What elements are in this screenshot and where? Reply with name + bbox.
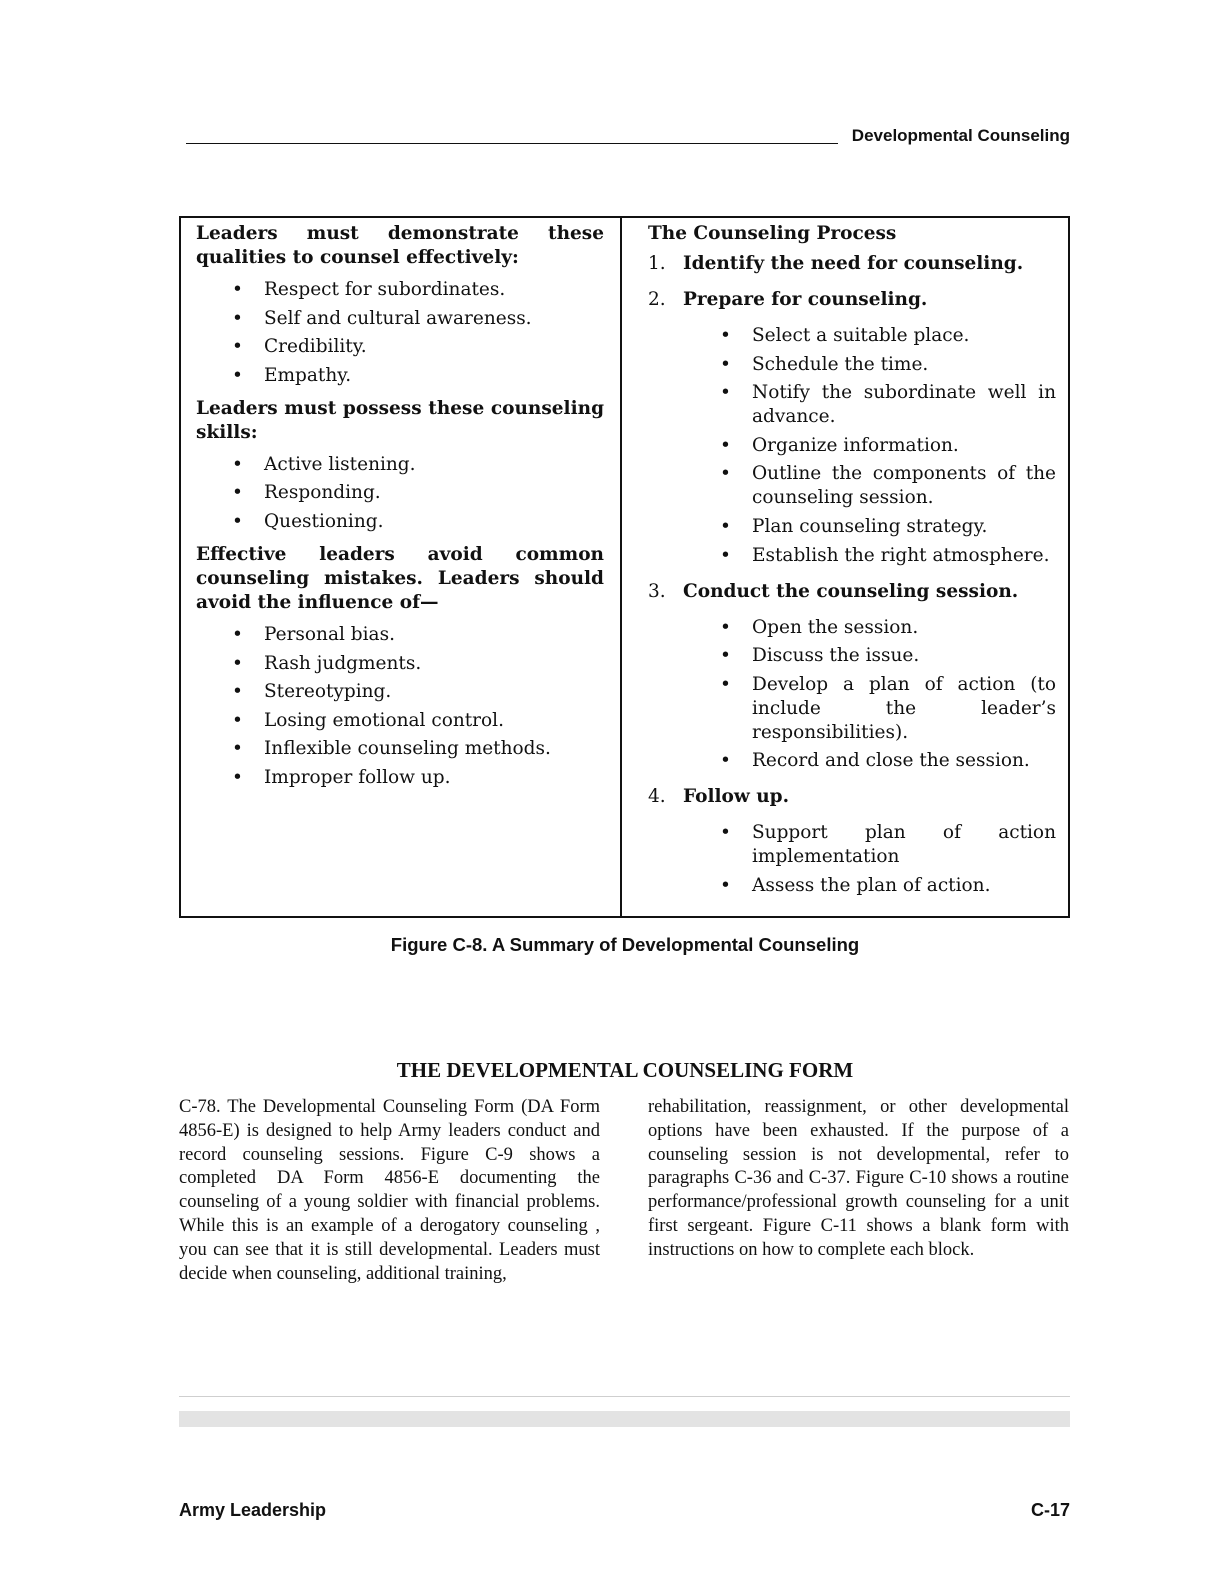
figure-box xyxy=(179,216,1070,918)
section-title: THE DEVELOPMENTAL COUNSELING FORM xyxy=(396,1058,854,1082)
footer-left-title: Army Leadership xyxy=(179,1500,327,1520)
step-label: Conduct the counseling session. xyxy=(683,580,1019,602)
bullet-icon: • xyxy=(232,738,243,760)
bullet-icon: • xyxy=(232,709,243,731)
list-item-text: Credibility. xyxy=(264,336,367,358)
step-number: 3. xyxy=(648,580,666,602)
bullet-icon: • xyxy=(720,382,731,404)
step-number: 2. xyxy=(648,289,666,310)
list-item-text: Questioning. xyxy=(264,510,384,532)
bullet-icon: • xyxy=(232,510,243,532)
page-number: C-17 xyxy=(1030,1500,1070,1520)
bullet-icon: • xyxy=(232,482,243,504)
list-item xyxy=(232,364,604,388)
skills-heading: Leaders must possess these counseling skills: xyxy=(196,397,604,443)
list-item xyxy=(232,510,604,534)
list-item-text: Losing emotional control. xyxy=(264,709,504,731)
list-item xyxy=(720,874,1056,898)
list-item xyxy=(720,644,1056,668)
bullet-icon: • xyxy=(720,353,731,375)
bullet-icon: • xyxy=(232,364,243,386)
list-item-text: Inflexible counseling methods. xyxy=(264,738,551,760)
list-item xyxy=(232,766,604,790)
bullet-icon: • xyxy=(232,336,243,358)
step-number: 4. xyxy=(648,786,666,808)
list-item xyxy=(232,680,604,704)
skills-list xyxy=(196,453,604,534)
process-step xyxy=(648,252,1056,276)
list-item xyxy=(720,462,1056,510)
bullet-icon: • xyxy=(232,681,243,703)
mistakes-heading: Effective leaders avoid common counseling mistakes. Leaders should avoid the influence of— xyxy=(196,543,604,613)
list-item-text: Active listening. xyxy=(264,453,416,475)
bullet-icon: • xyxy=(232,623,243,645)
list-item-text: Establish the right atmosphere. xyxy=(752,544,1050,566)
bullet-icon: • xyxy=(232,307,243,329)
bullet-icon: • xyxy=(720,645,731,667)
list-item xyxy=(720,353,1056,377)
list-item xyxy=(232,481,604,505)
list-item xyxy=(720,673,1056,745)
list-item xyxy=(232,307,604,331)
list-item-text: Assess the plan of action. xyxy=(752,874,991,896)
list-item-text: Discuss the issue. xyxy=(752,645,920,667)
body-paragraph-right: rehabilitation, reassignment, or other developmental options have been exhausted. If the purpose of a counseling session is not developmental, refer to paragraphs C-36 and C-37. Figure C-10 shows a routine performance/professional growth counseling for a unit first sergeant. Figure C-11 shows a blank form with instructions on how to complete each block. xyxy=(648,1097,1069,1260)
bullet-icon: • xyxy=(232,453,243,475)
list-item-text: Personal bias. xyxy=(264,623,395,645)
list-item xyxy=(232,737,604,761)
bullet-icon: • xyxy=(720,515,731,537)
list-item-text: Record and close the session. xyxy=(752,750,1030,772)
bullet-icon: • xyxy=(720,544,731,566)
bullet-icon: • xyxy=(720,874,731,896)
list-item xyxy=(720,821,1056,869)
list-item-text: Rash judgments. xyxy=(264,652,422,674)
bullet-icon: • xyxy=(720,673,731,695)
header-title: Developmental Counseling xyxy=(851,126,1070,145)
list-item-text: Outline the components of the counseling session. xyxy=(752,463,1056,509)
list-item-text: Organize information. xyxy=(752,434,959,456)
list-item xyxy=(720,515,1056,539)
list-item-text: Empathy. xyxy=(264,364,352,386)
step-label: Follow up. xyxy=(683,786,790,808)
list-item-text: Select a suitable place. xyxy=(752,325,970,346)
list-item-text: Develop a plan of action (to include the leader’s responsibilities). xyxy=(752,673,1056,743)
bullet-icon: • xyxy=(720,822,731,844)
list-item xyxy=(720,544,1056,568)
step-sublist xyxy=(648,324,1056,568)
footer-bar xyxy=(179,1411,1070,1427)
bullet-icon: • xyxy=(232,766,243,788)
qualities-heading: Leaders must demonstrate these qualities to counsel effectively: xyxy=(196,223,604,268)
list-item xyxy=(232,709,604,733)
list-item-text: Open the session. xyxy=(752,616,919,638)
list-item-text: Support plan of action implementation xyxy=(752,822,1056,868)
step-number: 1. xyxy=(648,253,666,274)
process-steps xyxy=(648,252,1056,898)
list-item xyxy=(720,434,1056,458)
bullet-icon: • xyxy=(720,750,731,772)
list-item-text: Responding. xyxy=(264,482,381,504)
bullet-icon: • xyxy=(720,463,731,485)
header-rule xyxy=(186,143,838,144)
list-item-text: Self and cultural awareness. xyxy=(264,307,532,329)
process-step xyxy=(648,785,1056,809)
step-sublist xyxy=(648,821,1056,898)
step-sublist xyxy=(648,616,1056,774)
list-item xyxy=(232,652,604,676)
bullet-icon: • xyxy=(720,325,731,346)
bullet-icon: • xyxy=(232,279,243,300)
list-item xyxy=(720,381,1056,429)
bullet-icon: • xyxy=(720,616,731,638)
running-header xyxy=(186,124,1070,146)
list-item-text: Plan counseling strategy. xyxy=(752,515,988,537)
qualities-list xyxy=(196,278,604,388)
bullet-icon: • xyxy=(232,652,243,674)
list-item-text: Respect for subordinates. xyxy=(264,279,506,300)
figure-left-column xyxy=(181,218,622,916)
figure-right-column xyxy=(622,218,1068,916)
figure-caption: Figure C-8. A Summary of Developmental Counseling xyxy=(390,934,860,955)
list-item xyxy=(232,278,604,302)
list-item-text: Notify the subordinate well in advance. xyxy=(752,382,1056,428)
list-item xyxy=(720,616,1056,640)
list-item-text: Improper follow up. xyxy=(264,766,451,788)
list-item xyxy=(232,623,604,647)
step-label: Identify the need for counseling. xyxy=(683,253,1024,274)
footer-rule xyxy=(179,1396,1070,1397)
list-item-text: Schedule the time. xyxy=(752,353,929,375)
process-step xyxy=(648,288,1056,312)
step-label: Prepare for counseling. xyxy=(683,289,928,310)
list-item xyxy=(232,335,604,359)
list-item xyxy=(720,749,1056,773)
list-item xyxy=(720,324,1056,348)
process-step xyxy=(648,580,1056,604)
bullet-icon: • xyxy=(720,434,731,456)
mistakes-list xyxy=(196,623,604,790)
list-item xyxy=(232,453,604,477)
list-item-text: Stereotyping. xyxy=(264,681,392,703)
body-paragraph-left: C-78. The Developmental Counseling Form (DA Form 4856-E) is designed to help Army leaders conduct and record counseling sessions. Figure C-9 shows a completed DA Form 4856-E documenting the counseling of a young soldier with financial problems. While this is an example of a derogatory counseling , you can see that it is still developmental. Leaders must decide when counseling, additional training, xyxy=(179,1097,600,1284)
process-title: The Counseling Process xyxy=(648,223,897,244)
